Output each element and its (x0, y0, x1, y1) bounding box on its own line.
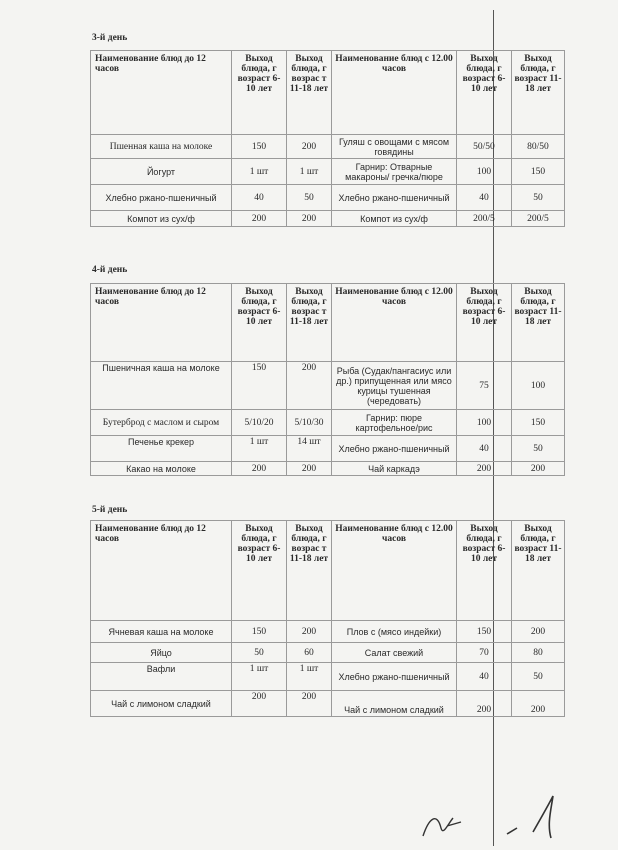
portion-young: 75 (457, 362, 512, 410)
header-dish-after-12: Наименование блюд с 12.00 часов (332, 51, 457, 135)
portion-old: 200/5 (512, 211, 565, 227)
breakfast-dish: Вафли (91, 663, 232, 691)
header-dish-after-12: Наименование блюд с 12.00 часов (332, 521, 457, 621)
portion-young: 200 (232, 691, 287, 717)
header-portion-6-10: Выход блюда, г возраст 6-10 лет (232, 51, 287, 135)
portion-old: 200 (512, 691, 565, 717)
table-row (91, 643, 565, 663)
day-3-menu-table (90, 50, 565, 227)
portion-young: 100 (457, 159, 512, 185)
lunch-dish: Салат свежий (332, 643, 457, 663)
portion-young: 50/50 (457, 135, 512, 159)
portion-young: 200 (232, 462, 287, 476)
portion-young: 70 (457, 643, 512, 663)
day-5-title: 5-й день (92, 505, 128, 515)
portion-young: 150 (232, 135, 287, 159)
header-dish-before-12: Наименование блюд до 12 часов (91, 521, 232, 621)
breakfast-dish: Компот из сух/ф (91, 211, 232, 227)
lunch-dish: Чай каркадэ (332, 462, 457, 476)
portion-young: 40 (457, 436, 512, 462)
lunch-dish: Чай с лимоном сладкий (332, 691, 457, 717)
breakfast-dish: Печенье крекер (91, 436, 232, 462)
portion-young: 200 (457, 691, 512, 717)
portion-old: 80/50 (512, 135, 565, 159)
portion-old: 150 (512, 159, 565, 185)
header-portion-11-18: Выход блюда, г возрас т 11-18 лет (287, 521, 332, 621)
breakfast-dish: Бутерброд с маслом и сыром (91, 410, 232, 436)
breakfast-dish: Чай с лимоном сладкий (91, 691, 232, 717)
portion-young: 5/10/20 (232, 410, 287, 436)
portion-old: 50 (512, 185, 565, 211)
table-header-row (91, 521, 565, 621)
table-row (91, 185, 565, 211)
portion-young: 50 (232, 643, 287, 663)
table-row (91, 362, 565, 410)
portion-old: 5/10/30 (287, 410, 332, 436)
portion-young: 200/5 (457, 211, 512, 227)
portion-old: 150 (512, 410, 565, 436)
day-4-title: 4-й день (92, 265, 128, 275)
table-row (91, 691, 565, 717)
table-row (91, 159, 565, 185)
table-row (91, 211, 565, 227)
breakfast-dish: Пшенная каша на молоке (91, 135, 232, 159)
portion-old: 200 (512, 621, 565, 643)
lunch-dish: Хлебно ржано-пшеничный (332, 436, 457, 462)
portion-young: 1 шт (232, 159, 287, 185)
lunch-dish: Плов с (мясо индейки) (332, 621, 457, 643)
portion-young: 1 шт (232, 663, 287, 691)
portion-old: 200 (287, 135, 332, 159)
lunch-dish: Хлебно ржано-пшеничный (332, 185, 457, 211)
table-header-row (91, 284, 565, 362)
header-portion-6-10: Выход блюда, г возраст 6-10 лет (232, 521, 287, 621)
portion-young: 40 (457, 663, 512, 691)
header-portion-6-10: Выход блюда, г возраст 6-10 лет (232, 284, 287, 362)
lunch-dish: Рыба (Судак/пангасиус или др.) припущенная или мясо курицы тушенная (чередовать) (332, 362, 457, 410)
lunch-dish: Гарнир: Отварные макароны/ гречка/пюре (332, 159, 457, 185)
table-row (91, 436, 565, 462)
header-portion-6-10: Выход блюда, г возраст 6-10 лет (457, 284, 512, 362)
portion-young: 1 шт (232, 436, 287, 462)
day-5-menu-table (90, 520, 565, 717)
header-dish-after-12: Наименование блюд с 12.00 часов (332, 284, 457, 362)
table-row (91, 621, 565, 643)
portion-young: 100 (457, 410, 512, 436)
table-header-row (91, 51, 565, 135)
portion-young: 150 (232, 362, 287, 410)
lunch-dish: Гарнир: пюре картофельное/рис (332, 410, 457, 436)
portion-old: 50 (287, 185, 332, 211)
portion-young: 200 (457, 462, 512, 476)
header-portion-6-10: Выход блюда, г возраст 6-10 лет (457, 51, 512, 135)
portion-old: 50 (512, 663, 565, 691)
portion-old: 50 (512, 436, 565, 462)
portion-old: 200 (287, 462, 332, 476)
portion-old: 14 шт (287, 436, 332, 462)
portion-old: 200 (287, 362, 332, 410)
header-portion-11-18: Выход блюда, г возрас т 11-18 лет (287, 284, 332, 362)
day-3-title: 3-й день (92, 33, 128, 43)
lunch-dish: Хлебно ржано-пшеничный (332, 663, 457, 691)
header-portion-11-18: Выход блюда, г возраст 11-18 лет (512, 51, 565, 135)
breakfast-dish: Ячневая каша на молоке (91, 621, 232, 643)
table-row (91, 135, 565, 159)
header-dish-before-12: Наименование блюд до 12 часов (91, 51, 232, 135)
portion-old: 200 (287, 211, 332, 227)
table-row (91, 663, 565, 691)
header-dish-before-12: Наименование блюд до 12 часов (91, 284, 232, 362)
breakfast-dish: Яйцо (91, 643, 232, 663)
header-portion-11-18: Выход блюда, г возраст 11-18 лет (512, 284, 565, 362)
portion-old: 200 (287, 621, 332, 643)
portion-young: 40 (457, 185, 512, 211)
table-row (91, 410, 565, 436)
lunch-dish: Гуляш с овощами с мясом говядины (332, 135, 457, 159)
handwritten-signature (415, 788, 565, 843)
portion-old: 1 шт (287, 663, 332, 691)
portion-old: 1 шт (287, 159, 332, 185)
header-portion-11-18: Выход блюда, г возрас т 11-18 лет (287, 51, 332, 135)
day-4-menu-table (90, 283, 565, 476)
breakfast-dish: Хлебно ржано-пшеничный (91, 185, 232, 211)
portion-old: 200 (512, 462, 565, 476)
portion-old: 100 (512, 362, 565, 410)
portion-young: 150 (457, 621, 512, 643)
portion-old: 200 (287, 691, 332, 717)
table-row (91, 462, 565, 476)
portion-old: 60 (287, 643, 332, 663)
portion-young: 150 (232, 621, 287, 643)
portion-young: 40 (232, 185, 287, 211)
portion-young: 200 (232, 211, 287, 227)
breakfast-dish: Какао на молоке (91, 462, 232, 476)
header-portion-6-10: Выход блюда, г возраст 6-10 лет (457, 521, 512, 621)
breakfast-dish: Пшеничная каша на молоке (91, 362, 232, 410)
lunch-dish: Компот из сух/ф (332, 211, 457, 227)
header-portion-11-18: Выход блюда, г возраст 11-18 лет (512, 521, 565, 621)
portion-old: 80 (512, 643, 565, 663)
breakfast-dish: Йогурт (91, 159, 232, 185)
